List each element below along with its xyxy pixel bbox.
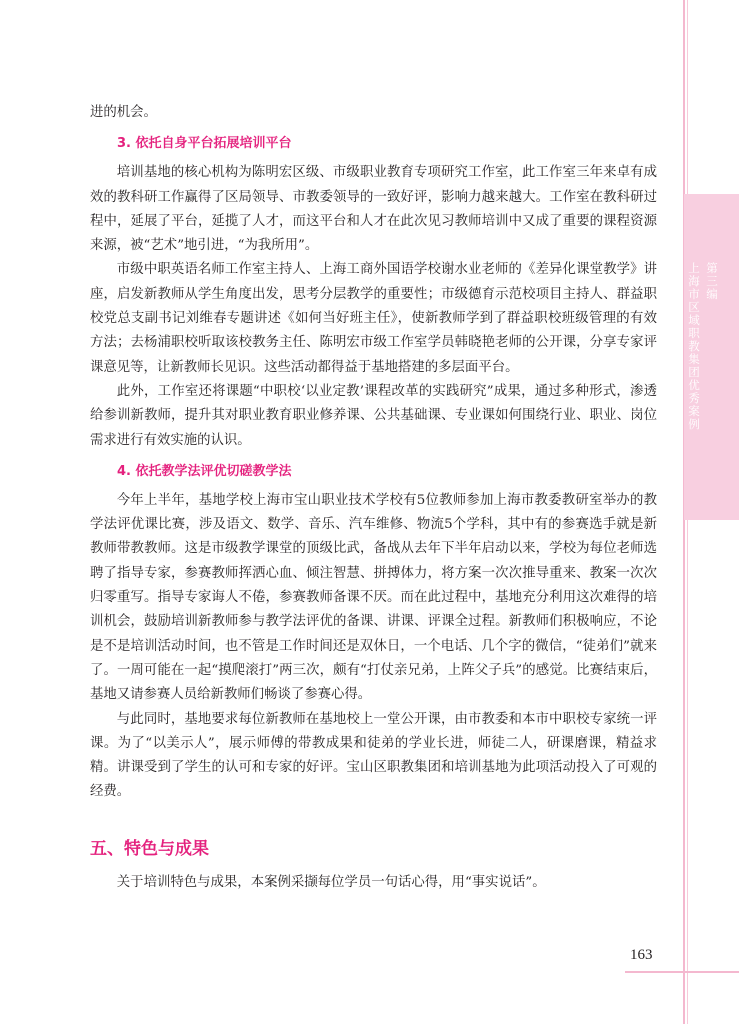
- page-number: 163: [630, 947, 653, 963]
- paragraph: 培训基地的核心机构为陈明宏区级、市级职业教育专项研究工作室，此工作室三年来卓有成效的教科研工作赢得了区局领导、市教委领导的一致好评，影响力越来越大。工作室在教科研过程中，延展了平台，延揽了人才，而这平台和人才在此次见习教师培训中又成了重要的课程资源来源，被“艺术”地引进，“为我所用”。: [90, 165, 657, 254]
- subheading-3: 3. 依托自身平台拓展培训平台: [117, 136, 292, 152]
- subheading-4: 4. 依托教学法评优切磋教学法: [117, 463, 292, 479]
- main-content: [90, 101, 657, 895]
- side-title-label: 上海市区域职教集团优秀案例: [687, 262, 701, 431]
- chapter-side-label: [687, 262, 721, 431]
- paragraph: 今年上半年，基地学校上海市宝山职业技术学校有5位教师参加上海市教委教研室举办的教学法评优课比赛，涉及语文、数学、音乐、汽车维修、物流5个学科，其中有的参赛选手就是新教师带教教师。这是市级教学课堂的顶级比武，备战从去年下半年启动以来，学校为每位老师选聘了指导专家，参赛教师挥洒心血、倾注智慧、拼搏体力，将方案一次次推导重来、教案一次次归零重写。指导专家诲人不倦，参赛教师备课不厌。而在此过程中，基地充分利用这次难得的培训机会，鼓励培训新教师参与教学法评优的备课、讲课、评课全过程。新教师们积极响应，不论是不是培训活动时间，也不管是工作时间还是双休日，一个电话、几个字的微信，“徒弟们”就来了。一周可能在一起“摸爬滚打”两三次，颇有“打仗亲兄弟，上阵父子兵”的感觉。比赛结束后，基地又请参赛人员给新教师们畅谈了参赛心得。: [90, 492, 657, 703]
- footer-rule: [625, 971, 739, 973]
- section-heading-5: 五、特色与成果: [90, 838, 209, 859]
- paragraph-continued: 进的机会。: [90, 105, 157, 120]
- paragraph: 市级中职英语名师工作室主持人、上海工商外国语学校谢水业老师的《差异化课堂教学》讲座，启发新教师从学生角度出发，思考分层教学的重要性；市级德育示范校项目主持人、群益职校党总支副书记刘维春专题讲述《如何当好班主任》，使新教师学到了群益职校班级管理的有效方法；去杨浦职校听取该校教务主任、陈明宏市级工作室学员韩晓艳老师的公开课，分享专家评课意见等，让新教师长见识。这些活动都得益于基地搭建的多层面平台。: [90, 262, 657, 375]
- paragraph: 此外，工作室还将课题“中职校‘以业定教’课程改革的实践研究”成果，通过多种形式，渗透给参训新教师，提升其对职业教育职业修养课、公共基础课、专业课如何围绕行业、职业、岗位需求进行有效实施的认识。: [90, 383, 657, 448]
- paragraph: 与此同时，基地要求每位新教师在基地校上一堂公开课，由市教委和本市中职校专家统一评课。为了“以美示人”，展示师傅的带教成果和徒弟的学业长进，师徒二人，研课磨课，精益求精。讲课受到了学生的认可和专家的好评。宝山区职教集团和培训基地为此项活动投入了可观的经费。: [90, 711, 657, 800]
- side-part-label: 第三编: [705, 262, 719, 301]
- paragraph: 关于培训特色与成果，本案例采撷每位学员一句话心得，用“事实说话”。: [116, 874, 546, 890]
